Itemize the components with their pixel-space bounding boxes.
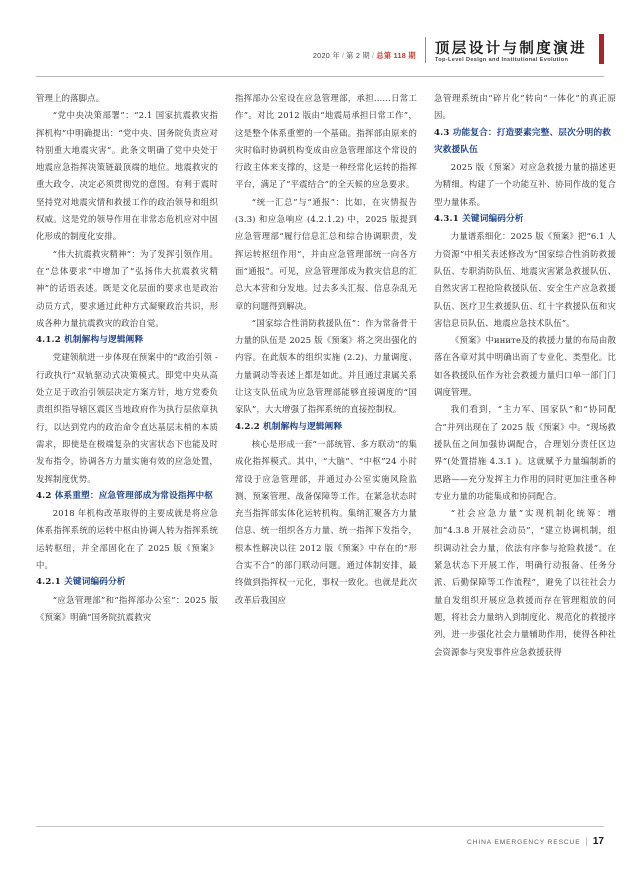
footer-divider: | [585, 836, 588, 846]
body-paragraph: “党中央决策部署”：“2.1 国家抗震救灾指挥机构”中明确提出：“党中央、国务院负责应对特别重大地震灾害”。此条文明确了党中央处于地震应急指挥决策链最顶端的地位。地震救灾的重大政令、决定必须贯彻党的意图。有利于震时坚持党对地震灾情和救援工作的政治领导和组织权威。这是党的领导作用在非常态危机应对中固化形成的制度化安排。 [36, 110, 218, 242]
section-heading [235, 419, 417, 436]
section-number: 4.2 [36, 490, 55, 501]
issue-year: 2020 年 [312, 51, 340, 60]
section-heading-text: 体系重塑：应急管理部成为常设指挥中枢 [54, 490, 214, 501]
issue-separator-2: / [372, 51, 375, 60]
page-footer [467, 836, 604, 847]
body-paragraph: “国家综合性消防救援队伍”：作为常备骨干力量的队伍是 2025 版《预案》将之突出强化的内容。在此版本的组织实施 (2.2)、力量调度、力量调动等表述上都是如此。并且通过隶属关系让这支队伍成为应急管理部能够直接调度的“国家队”，大大增强了指挥系统的直接控制权。 [235, 317, 417, 415]
issue-number: 第 2 期 [346, 51, 371, 60]
body-paragraph: 急管理系统由“碎片化”转向“一体化”的真正原因。 [434, 93, 616, 121]
section-heading [434, 211, 616, 228]
body-paragraph: 2018 年机构改革取得的主要成就是将应急体系指挥系统的运转中枢由协调人转为指挥系统运转枢纽，并全部固化在了 2025 版《预案》中。 [36, 508, 218, 571]
section-number: 4.3 [434, 127, 453, 138]
section-number: 4.1.2 [36, 335, 65, 346]
body-paragraph: 指挥部办公室设在应急管理部，承担……日常工作”。对比 2012 版由“地震局承担日常工作”，这是整个体系重塑的一个基础。指挥部由原来的灾时临时协调机构变成由应急管理部这个常设的行政主体来支撑的，这是一种经常化运转的指挥平台，满足了“平震结合”的全天候的应急要求。 [235, 93, 417, 190]
body-paragraph: 力量谱系细化：2025 版《预案》把“6.1 人力资源”中相关表述修改为“国家综合性消防救援队伍、专职消防队伍、地震灾害紧急救援队伍、自然灾害工程抢险救援队伍、安全生产应急救援队伍、医疗卫生救援队伍、红十字救援队伍和灾害信息员队伍、地震应急技术队伍”。 [434, 231, 616, 328]
article-columns [36, 90, 616, 790]
section-title-en: Top-Level Design and Institutional Evolution [434, 57, 569, 64]
section-title-block [435, 41, 587, 64]
running-head [36, 0, 604, 68]
header-vertical-divider [425, 37, 426, 63]
body-paragraph: 《预案》中ините及的救援力量的布局由散落在各章对其中明确出而了专业化、类型化。比如各救援队伍作为社会救援力量归口单一部门门调度管理。 [434, 335, 616, 398]
header-rule [36, 76, 604, 77]
body-paragraph: “统一汇总”与“通报”：比如，在灾情报告 (3.3) 和应急响应 (4.2.1.2) 中，2025 版提到应急管理部“履行信息汇总和综合协调职责，发挥运转枢纽作用”，并由应急管理部统一向各方面“通报”。可见，应急管理部成为救灾信息的汇总大本营和分发地。过去多头汇报、信息杂乱无章的问题得到解决。 [235, 196, 417, 311]
section-heading-text: 机制解构与逻辑阐释 [64, 335, 144, 346]
section-heading [36, 574, 218, 591]
body-paragraph: 核心是形成一套“一部统管、多方联动”的集成化指挥模式。其中，“大脑”、“中枢”24 小时常设于应急管理部，并通过办公室实施风险监测、预案管理、战备保障等工作。在紧急状态时充当指挥部实体化运转机构。集纳汇聚各方力量信息、统一组织各方力量、统一指挥下发指令，根本性解决以往 2012 版《预案》中存在的“形合实不合”的部门联动问题。通过体制安排，最终做到指挥权一元化，事权一致化。也就是此次改革后我国应 [235, 438, 417, 605]
body-paragraph: 党建领航进一步体现在预案中的“政治引领 - 行政执行”双轨驱动式决策模式。即党中央从高处立足于政治引领层决定方案方针，地方党委负责组织指导辖区震区当地政府作为执行层依章执行，以达到党内的政治命令直达基层末梢的本质需求，即使是在极端复杂的灾害状态下也能及时发布指令，协调各方力量实施有效的应急处置，发挥制度优势。 [36, 352, 218, 484]
section-number: 4.2.1 [36, 577, 65, 588]
section-heading-text: 机制解构与逻辑阐释 [263, 421, 343, 432]
issue-info [313, 51, 416, 64]
footer-page-number: 17 [592, 836, 604, 847]
body-paragraph: “社会应急力量”实现机制化统筹：增加“4.3.8 开展社会动员”，“建立协调机制，组织调动社会力量，依法有序参与抢险救援”。在紧急状态下开展工作，明确行动报备、任务分派、后勤保障等工作流程”，避免了以往社会力量自发组织开展应急救援而存在管理粗放的问题，将社会力量纳入到制度化、规范化的救援序列，进一步强化社会力量辅助作用，使得各种社会资源参与突发事件应急救援获得 [434, 508, 616, 657]
body-paragraph: “伟大抗震救灾精神”：为了发挥引领作用。在“总体要求”中增加了“弘扬伟大抗震救灾精神”的话语表述。既是文化层面的要求也是政治动员方式，要求通过此种方式凝聚政治共识，形成各种力量抗震救灾的政治自觉。 [36, 248, 218, 328]
column-right [434, 90, 616, 790]
section-heading-text: 关键词编码分析 [462, 214, 524, 225]
section-heading [36, 332, 218, 349]
body-paragraph: 2025 版《预案》对应急救援力量的描述更为精细。构建了一个功能互补、协同作战的复合型力量体系。 [434, 162, 616, 207]
section-heading-text: 关键词编码分析 [64, 577, 126, 588]
section-heading [36, 488, 218, 505]
body-paragraph: “应急管理部”和“指挥部办公室”：2025 版《预案》明确“国务院抗震救灾 [36, 594, 218, 622]
section-number: 4.2.2 [235, 421, 264, 432]
footer-journal-name: CHINA EMERGENCY RESCUE [467, 839, 581, 846]
footer-rule [36, 826, 604, 827]
issue-total: 总第 118 期 [376, 51, 416, 60]
issue-separator-1: / [341, 51, 345, 60]
header-accent-bar [599, 34, 604, 64]
column-left [36, 90, 218, 790]
running-head-inner [313, 34, 604, 64]
body-paragraph: 我们看到，“主力军、国家队”和“协同配合”并列出现在了 2025 版《预案》中。“现场救援队伍之间加强协调配合，合理划分责任区边界”(处置措施 4.3.1 )。这就赋予力量编制新的思路——充分发挥主力作用的同时更加注重各种专业力量的功能集成和协同配合。 [434, 404, 616, 501]
section-number: 4.3.1 [434, 214, 463, 225]
section-title-cn: 顶层设计与制度演进 [434, 39, 587, 57]
section-heading [434, 125, 616, 160]
section-heading-text: 功能复合：打造要素完整、层次分明的救灾救援队伍 [434, 127, 612, 155]
column-middle [235, 90, 417, 790]
body-paragraph: 管理上的落脚点。 [36, 93, 105, 103]
